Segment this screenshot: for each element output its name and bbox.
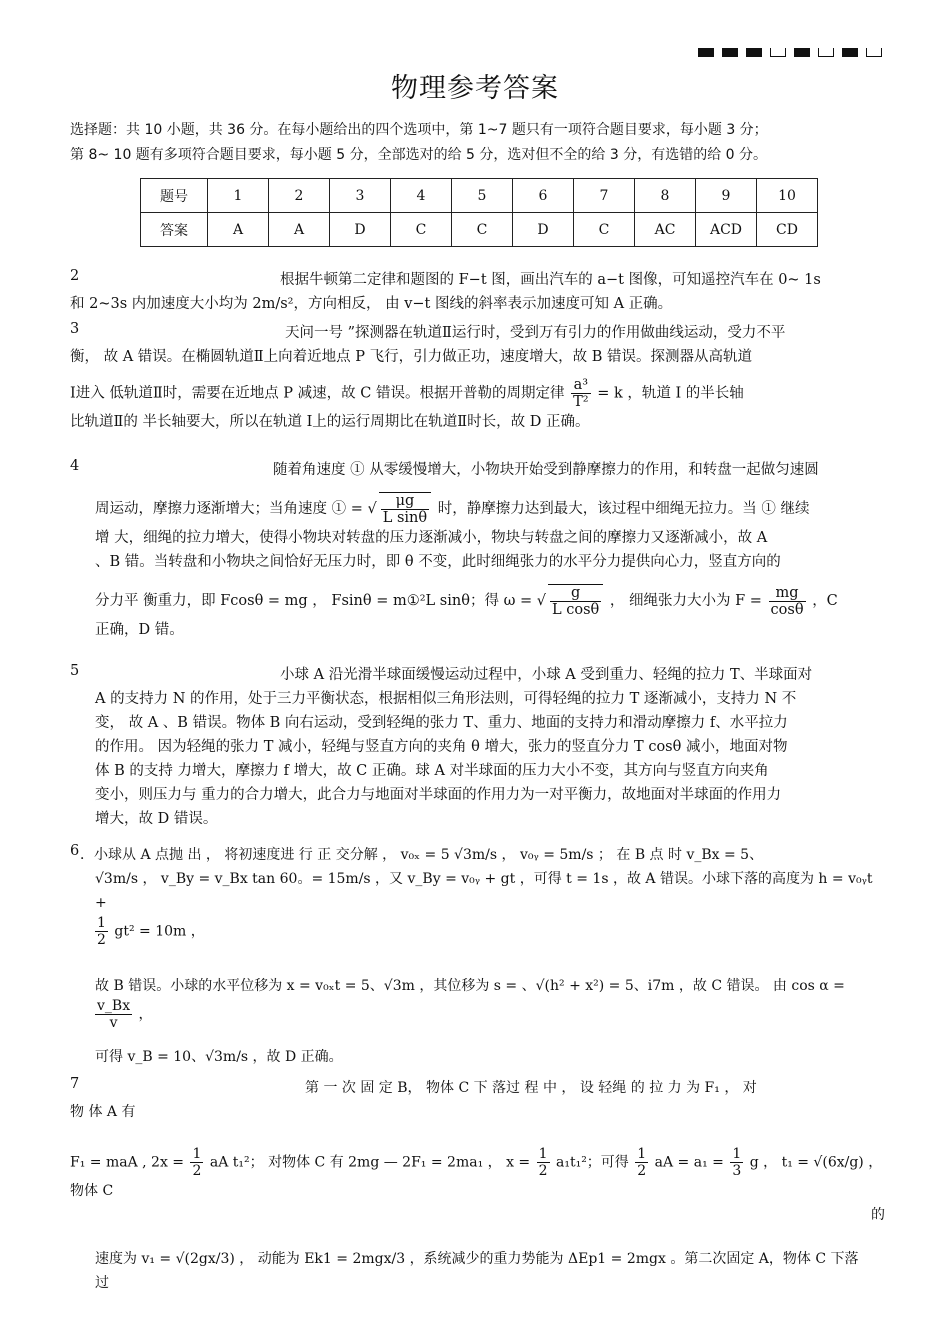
mark-filled (794, 48, 810, 57)
fraction-numerator: 1 (538, 1146, 548, 1162)
text-run: 分力平 衡重力，即 Fcosθ = mg ， Fsinθ = m①²L sinθ；得 (95, 593, 499, 609)
text-run: aA t₁²； (209, 1154, 264, 1171)
half-fraction (190, 1146, 203, 1179)
mark-open (818, 48, 834, 57)
solution-line: 正确，D 错。 (95, 622, 184, 638)
text-run: ，系统减少的重力势能为 ΔEp1 = 2mgx 。第二次固定 A，物体 C 下落 (409, 1251, 859, 1267)
solution-line: 变， 故 A 、B 错误。物体 B 向右运动，受到轻绳的张力 T、重力、地面的支持力和滑动摩擦力 f、水平拉力 (95, 715, 788, 731)
solution-7 (70, 1076, 885, 1295)
fraction-denominator: v (109, 1015, 118, 1031)
mark-filled (746, 48, 762, 57)
fraction-denominator: L cosθ (552, 602, 600, 618)
solution-line: 体 B 的支持 力增大，摩擦力 f 增大，故 C 正确。球 A 对半球面的压力大小不变，其方向与竖直方向夹角 (95, 763, 769, 779)
text-run: 对物体 C 有 2mg — 2F₁ = 2ma₁ ， x = (268, 1154, 531, 1171)
question-cell: 8 (635, 179, 696, 213)
text-run: ， 细绳张力大小为 F = (609, 593, 762, 609)
solution-line: 小球 A 沿光滑半球面缓慢运动过程中，小球 A 受到重力、轻绳的拉力 T、半球面对 (280, 667, 813, 683)
answer-row (141, 213, 818, 247)
solution-line (70, 1247, 885, 1271)
fraction-denominator: 2 (538, 1163, 548, 1179)
solution-line: ．小球从 A 点抛 出 ， 将初速度进 行 正 交分解 ， v₀ₓ = 5 √3m/s ， v₀ᵧ = 5m/s ； 在 B 点 时 v_Bx = 5、 (80, 847, 764, 863)
question-cell: 1 (208, 179, 269, 213)
solution-line (70, 492, 885, 526)
text-run: a₁t₁²；可得 (556, 1154, 629, 1171)
solution-line: 衡， 故 A 错误。在椭圆轨道Ⅱ上向着近地点 P 飞行，引力做正功，速度增大，故 B 错误。探测器从高轨道 (70, 349, 752, 365)
fraction-denominator: 2 (637, 1163, 647, 1179)
solution-line: 根据牛顿第二定律和题图的 F−t 图，画出汽车的 a−t 图像，可知遥控汽车在 0~ 1s (280, 272, 821, 288)
third-fraction (730, 1146, 743, 1179)
fraction-numerator: 1 (192, 1146, 202, 1162)
solution-line: 变小，则压力与 重力的合力增大，此合力与地面对半球面的作用力为一对平衡力，故地面对半球面的作用力 (95, 787, 782, 803)
text-run: 时，静摩擦力达到最大，该过程中细绳无拉力。当 ① 继续 (437, 501, 810, 517)
solution-2 (70, 268, 885, 316)
solution-line: 可得 v_B = 10、√3m/s ，故 D 正确。 (95, 1049, 343, 1065)
solution-line: A 的支持力 N 的作用，处于三力平衡状态，根据相似三角形法则，可得轻绳的拉力 T 逐渐减小，支持力 N 不 (95, 691, 797, 707)
answer-cell: D (513, 213, 574, 247)
tension-fraction (769, 585, 806, 618)
solution-line: 过 (95, 1275, 109, 1291)
intro-line-1: 选择题：共 10 小题，共 36 分。在每小题给出的四个选项中，第 1~7 题只有一项符合题目要求，每小题 3 分； (70, 122, 768, 138)
solution-line (70, 998, 885, 1031)
fraction-numerator: g (550, 585, 601, 602)
solution-line: 比轨道Ⅱ的 半长轴要大，所以在轨道 Ⅰ上的运行周期比在轨道Ⅱ时长，故 D 正确。 (70, 414, 590, 430)
omega-fraction (548, 584, 603, 618)
fraction-numerator: mg (769, 585, 806, 602)
solution-line: 和 2~3s 内加速度大小均为 2m/s²，方向相反， 由 v−t 图线的斜率表示加速度可知 A 正确。 (70, 296, 673, 312)
root-fraction (379, 492, 431, 526)
question-cell: 3 (330, 179, 391, 213)
fraction-numerator: 1 (732, 1146, 742, 1162)
fraction-denominator: L sinθ (382, 510, 428, 526)
question-cell: 10 (757, 179, 818, 213)
page-title: 物理参考答案 (391, 73, 559, 104)
solution-line (70, 377, 885, 410)
solution-line: 的 (871, 1207, 885, 1223)
mark-filled (842, 48, 858, 57)
sqrt-symbol: √ (367, 501, 377, 517)
answer-cell: AC (635, 213, 696, 247)
answer-table (140, 178, 818, 247)
text-run: F₁ = maA , 2x = (70, 1154, 185, 1171)
row-label: 题号 (141, 179, 208, 213)
question-cell: 5 (452, 179, 513, 213)
fraction-numerator: μg (381, 493, 429, 510)
solution-line: 、B 错。当转盘和小物块之间恰好无压力时，即 θ 不变，此时细绳张力的水平分力提供向心力，竖直方向的 (95, 554, 781, 570)
question-cell: 6 (513, 179, 574, 213)
fraction-numerator: 1 (637, 1146, 647, 1162)
answer-cell: C (391, 213, 452, 247)
mark-open (866, 48, 882, 57)
half-fraction (635, 1146, 648, 1179)
text-run: ，C (812, 593, 838, 609)
answer-cell: A (269, 213, 330, 247)
fraction-denominator: 2 (97, 932, 106, 948)
solution-5 (70, 663, 885, 831)
solution-line: 的作用。 因为轻绳的张力 T 减小，轻绳与竖直方向的夹角 θ 增大，张力的竖直分力 T cosθ 减小，地面对物 (95, 739, 788, 755)
answer-cell: D (330, 213, 391, 247)
text-run: 速度为 (95, 1251, 137, 1267)
solution-line: 增 大，细绳的拉力增大，使得小物块对转盘的压力逐渐减小，物块与转盘之间的摩擦力又逐渐减小，故 A (95, 530, 768, 546)
kinetic-energy-formula: Ek1 = 2mgx/3 (304, 1251, 406, 1267)
fraction-numerator: v_Bx (97, 998, 131, 1014)
sqrt-symbol: √ (536, 593, 547, 609)
answer-cell: C (574, 213, 635, 247)
mark-open (770, 48, 786, 57)
solution-line: 天问一号 ”探测器在轨道Ⅱ运行时，受到万有引力的作用做曲线运动，受力不平 (285, 325, 786, 341)
row-label: 答案 (141, 213, 208, 247)
solution-number: 7 (70, 1076, 80, 1092)
solution-line: 故 B 错误。小球的水平位移为 x = v₀ₓt = 5、√3m ，其位移为 s = 、√(h² + x²) = 5、i7m ，故 C 错误。 由 cos α = (95, 978, 845, 994)
solution-6 (70, 843, 885, 1069)
text-run: ， (138, 1006, 153, 1023)
solution-line (70, 584, 885, 618)
question-row (141, 179, 818, 213)
solution-number: 2 (70, 268, 80, 284)
text-run: 周运动，摩擦力逐渐增大；当角速度 ① = (95, 501, 363, 517)
fraction-numerator: a³ (571, 377, 590, 394)
solution-line: 第 一 次 固 定 B， 物体 C 下 落过 程 中 ， 设 轻绳 的 拉 力 为 F₁ ， 对 (305, 1080, 757, 1096)
answer-cell: C (452, 213, 513, 247)
half-fraction (537, 1146, 550, 1179)
mark-filled (722, 48, 738, 57)
velocity-formula: v₁ = √(2gx/3) ， (141, 1251, 254, 1267)
question-cell: 9 (696, 179, 757, 213)
answer-cell: A (208, 213, 269, 247)
text-run: = k ，轨道 Ⅰ 的半长轴 (597, 385, 744, 402)
solution-line: 随着角速度 ① 从零缓慢增大，小物块开始受到静摩擦力的作用，和转盘一起做匀速圆 (273, 462, 819, 478)
answer-cell: CD (757, 213, 818, 247)
fraction-denominator: cosθ (770, 601, 804, 618)
question-cell: 7 (574, 179, 635, 213)
question-cell: 4 (391, 179, 452, 213)
question-cell: 2 (269, 179, 330, 213)
solution-line: 增大，故 D 错误。 (95, 811, 218, 827)
text-run: g ， t₁ = √(6x/g) ， 物体 C (70, 1154, 883, 1199)
text-run: gt² = 10m ， (114, 923, 205, 940)
solution-3 (70, 321, 885, 434)
intro-text (70, 118, 890, 168)
text-run: Ⅰ进入 低轨道Ⅱ时，需要在近地点 P 减速，故 C 错误。根据开普勒的周期定律 (70, 385, 565, 402)
fraction-denominator: 3 (732, 1163, 742, 1179)
fraction-denominator: 2 (192, 1163, 202, 1179)
solution-number: 6 (70, 843, 80, 859)
cos-fraction (95, 998, 132, 1031)
fraction-denominator: T² (573, 394, 589, 410)
text-run: aA = a₁ = (654, 1154, 724, 1171)
text-run: 动能为 (257, 1251, 300, 1267)
solution-number: 5 (70, 663, 80, 679)
header-marks (698, 48, 882, 57)
intro-line-2: 第 8~ 10 题有多项符合题目要求，每小题 5 分，全部选对的给 5 分，选对但不全的给 3 分，有选错的给 0 分。 (70, 147, 768, 163)
answer-cell: ACD (696, 213, 757, 247)
solution-line (70, 1146, 885, 1203)
omega-label: ω = (503, 593, 533, 609)
solution-line: 物 体 A 有 (70, 1104, 136, 1120)
solution-number: 4 (70, 458, 80, 474)
solution-line (70, 915, 885, 948)
solution-4 (70, 458, 885, 642)
solution-line: √3m/s ， v_By = v_Bx tan 60。= 15m/s ，又 v_By = v₀ᵧ + gt ，可得 t = 1s ，故 A 错误。小球下落的高度为 h = v₀ᵧt + (95, 871, 873, 911)
kepler-fraction (571, 377, 590, 410)
mark-filled (698, 48, 714, 57)
fraction-numerator: 1 (97, 915, 106, 931)
half-fraction (95, 915, 108, 948)
solution-number: 3 (70, 321, 80, 337)
